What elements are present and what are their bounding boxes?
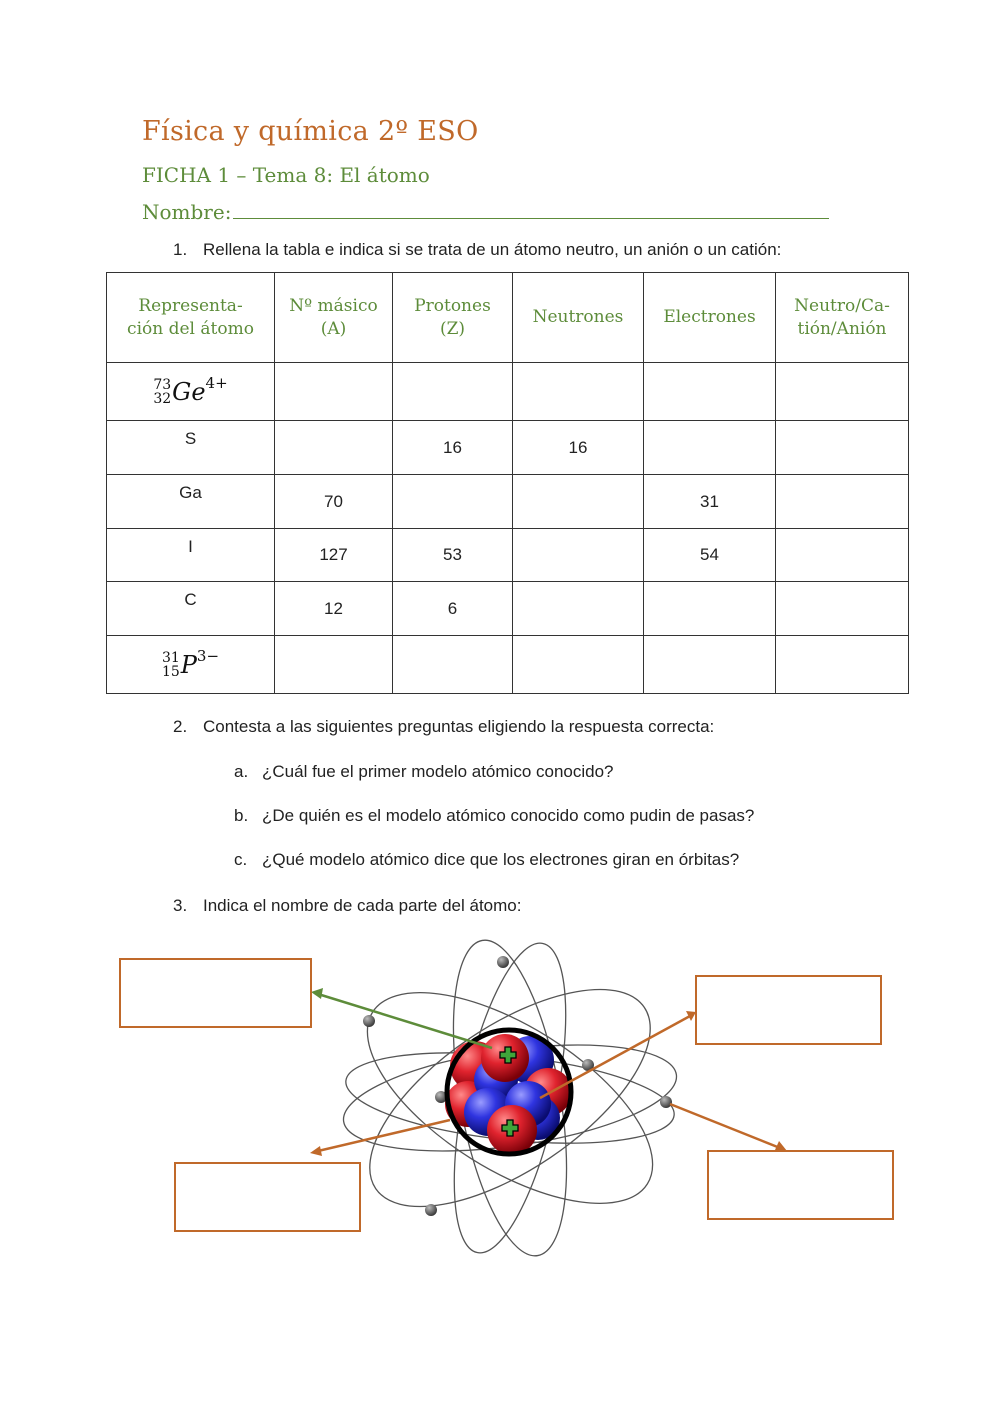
question-2b: b. ¿De quién es el modelo atómico conocido como pudin de pasas? [234,806,755,825]
worksheet-subtitle: FICHA 1 – Tema 8: El átomo [142,163,430,187]
page-title: Física y química 2º ESO [142,116,479,147]
electron [425,1204,437,1216]
header-electrons: Electrones [644,273,776,363]
question-2a: a. ¿Cuál fue el primer modelo atómico conocido? [234,762,614,781]
cell-electrons[interactable]: 54 [644,529,776,582]
element-symbol: Ga [107,475,275,529]
question-2-number: 2. [173,717,188,736]
label-box-top-right[interactable] [695,975,882,1045]
label-box-bottom-left[interactable] [174,1162,361,1232]
question-1-text: Rellena la tabla e indica si se trata de un átomo neutro, un anión o un catión: [203,240,782,259]
question-2a-text: ¿Cuál fue el primer modelo atómico conocido? [262,762,614,781]
header-protons: Protones (Z) [393,273,513,363]
cell-electrons[interactable]: 31 [644,475,776,529]
element-symbol: S [107,421,275,475]
cell-mass[interactable]: 12 [275,582,393,636]
cell-protons[interactable]: 53 [393,529,513,582]
cell-protons[interactable]: 16 [393,421,513,475]
element-symbol: C [107,582,275,636]
arrowhead [310,1146,322,1156]
question-2b-text: ¿De quién es el modelo atómico conocido como pudin de pasas? [262,806,755,825]
question-1-number: 1. [173,240,188,259]
element-symbol: I [107,529,275,582]
question-2c: c. ¿Qué modelo atómico dice que los electrones giran en órbitas? [234,850,740,869]
arrowhead [311,988,323,999]
label-box-top-left[interactable] [119,958,312,1028]
electron [660,1096,672,1108]
nucleus [445,1030,572,1155]
header-mass-number: Nº másico (A) [275,273,393,363]
electron [497,956,509,968]
question-2-text: Contesta a las siguientes preguntas eligiendo la respuesta correcta: [203,717,715,736]
electron [363,1015,375,1027]
cell-mass[interactable]: 127 [275,529,393,582]
name-label: Nombre: [142,200,232,224]
isotope-notation: 31 15P3− [161,646,220,680]
question-2c-text: ¿Qué modelo atómico dice que los electrones giran en órbitas? [262,850,740,869]
header-representation: Representa- ción del átomo [107,273,275,363]
question-3-number: 3. [173,896,188,915]
header-neutrons: Neutrones [513,273,644,363]
cell-protons[interactable]: 6 [393,582,513,636]
question-3-text: Indica el nombre de cada parte del átomo: [203,896,522,915]
header-charge-type: Neutro/Ca- tión/Anión [776,273,909,363]
label-box-bottom-right[interactable] [707,1150,894,1220]
cell-mass[interactable]: 70 [275,475,393,529]
cell-neutrons[interactable]: 16 [513,421,644,475]
isotope-notation: 73 32Ge4+ [153,373,228,407]
